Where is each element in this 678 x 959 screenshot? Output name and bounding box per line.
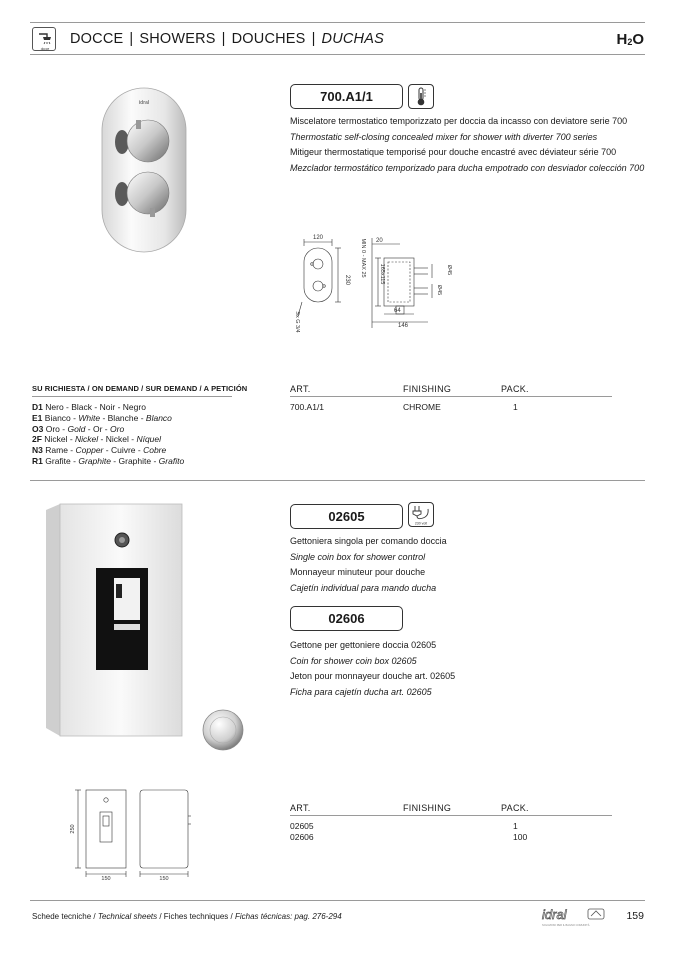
- mixer-technical-drawing: [288, 228, 458, 346]
- finish-option: E1 Bianco - White - Blanche - Blanco: [32, 412, 172, 423]
- desc-it: Miscelatore termostatico temporizzato per doccia da incasso con deviatore serie 700: [290, 116, 628, 126]
- plate-logo: idral: [138, 100, 150, 106]
- page-title: [70, 31, 384, 47]
- table2-pack: 1: [513, 821, 518, 831]
- on-demand-list: [32, 402, 184, 467]
- cover-plate: [102, 88, 186, 252]
- product1-description: [290, 114, 644, 176]
- desc-en: Single coin box for shower control: [290, 551, 426, 562]
- table2-col-art: ART.: [290, 803, 311, 813]
- dim-d45a: Ø45: [446, 264, 452, 276]
- dim-thread: Sx G 3/4: [294, 311, 300, 333]
- shower-category-icon: [32, 27, 56, 51]
- table2-art: 02606: [290, 832, 314, 842]
- table1-art: 700.A1/1: [290, 402, 325, 412]
- desc-es: Ficha para cajetín ducha art. 02605: [290, 686, 432, 697]
- dim-250: 250: [70, 824, 76, 834]
- title-sep: |: [221, 31, 226, 47]
- page-number: 159: [626, 910, 644, 922]
- desc-es: Mezclador termostático temporizado para ducha empotrado con desviador colección 700: [290, 162, 645, 173]
- title-es: DUCHAS: [321, 31, 384, 47]
- dim-150-side: 150: [159, 876, 169, 880]
- temperature-knob: [127, 172, 169, 214]
- token-coin: [203, 710, 243, 750]
- footer-technical-sheets: Schede tecniche / Technical sheets / Fiches techniques / Fichas técnicas: pag. 276-294: [32, 912, 342, 921]
- dim-height: 230: [344, 274, 350, 286]
- dim-d45b: Ø45: [436, 284, 442, 296]
- thermostatic-mixer-image: [98, 86, 190, 254]
- table2-art: 02605: [290, 821, 314, 831]
- dim-min-max: MIN 0 - MAX 25: [360, 238, 366, 278]
- idral-logo: [540, 906, 608, 928]
- table1-finishing: CHROME: [403, 402, 441, 412]
- coin-box-image: [40, 500, 250, 756]
- dim-box: 165x115: [379, 263, 385, 285]
- footer-rule: [30, 900, 645, 901]
- finish-option: O3 Oro - Gold - Or - Oro: [32, 423, 125, 434]
- table2-col-pack: PACK.: [501, 803, 529, 813]
- title-en: SHOWERS: [139, 31, 216, 47]
- title-fr: DOUCHES: [231, 31, 306, 47]
- logo-tagline: SOLUZIONI PER IL BAGNO COMUNITÀ: [542, 924, 590, 927]
- dim-150-front: 150: [101, 876, 111, 880]
- finish-option: D1 Nero - Black - Noir - Negro: [32, 402, 146, 412]
- header-bottom-rule: [30, 54, 645, 55]
- product3-description: [290, 638, 455, 700]
- product-code-02606: 02606: [290, 606, 403, 631]
- table1-col-finishing: FINISHING: [403, 384, 452, 394]
- desc-fr: Mitigeur thermostatique temporisé pour douche encastré avec déviateur série 700: [290, 147, 617, 157]
- desc-it: Gettone per gettoniere doccia 02605: [290, 640, 437, 650]
- table2-rule: [290, 815, 612, 816]
- title-it: DOCCE: [70, 31, 124, 47]
- table2-col-finishing: FINISHING: [403, 803, 452, 813]
- title-sep: |: [311, 31, 316, 47]
- header-top-rule: [30, 22, 645, 23]
- dim-146: 146: [398, 323, 409, 329]
- desc-en: Coin for shower coin box 02605: [290, 655, 417, 666]
- finish-option: N3 Rame - Copper - Cuivre - Cobre: [32, 445, 167, 456]
- title-sep: |: [129, 31, 134, 47]
- brand-mark: $H_2O$: [616, 31, 644, 48]
- thermometer-icon: [408, 84, 434, 109]
- table1-pack: 1: [513, 402, 518, 412]
- logo-wordmark: idral: [542, 907, 567, 922]
- table1-col-pack: PACK.: [501, 384, 529, 394]
- diverter-knob: [127, 120, 169, 162]
- product-code-02605: 02605: [290, 504, 403, 529]
- table1-col-art: ART.: [290, 384, 311, 394]
- dim-20: 20: [376, 238, 383, 244]
- finish-option: R1 Grafite - Graphite - Graphite - Grafito: [32, 455, 185, 466]
- on-demand-heading: SU RICHIESTA / ON DEMAND / SUR DEMAND / A PETICIÓN: [32, 384, 248, 393]
- icon-caption: docce: [40, 47, 50, 51]
- table1-rule: [290, 396, 612, 397]
- table2-pack: 100: [513, 832, 528, 842]
- on-demand-rule: [32, 396, 232, 397]
- section-divider: [30, 480, 645, 481]
- electric-plug-icon: [408, 502, 434, 527]
- desc-fr: Monnayeur minuteur pour douche: [290, 567, 426, 577]
- desc-en: Thermostatic self-closing concealed mixer for shower with diverter 700 series: [290, 131, 598, 142]
- plug-voltage-label: 230 volt: [414, 521, 428, 526]
- product-code-700A1: 700.A1/1: [290, 84, 403, 109]
- dim-64: 64: [394, 308, 401, 314]
- desc-it: Gettoniera singola per comando doccia: [290, 536, 447, 546]
- coin-box-technical-drawing: [70, 786, 200, 880]
- product2-description: [290, 534, 447, 596]
- finish-option: 2F Nickel - Nickel - Nickel - Níquel: [32, 434, 162, 445]
- dim-width: 120: [312, 235, 324, 241]
- desc-es: Cajetín individual para mando ducha: [290, 582, 437, 593]
- desc-fr: Jeton pour monnayeur douche art. 02605: [290, 671, 456, 681]
